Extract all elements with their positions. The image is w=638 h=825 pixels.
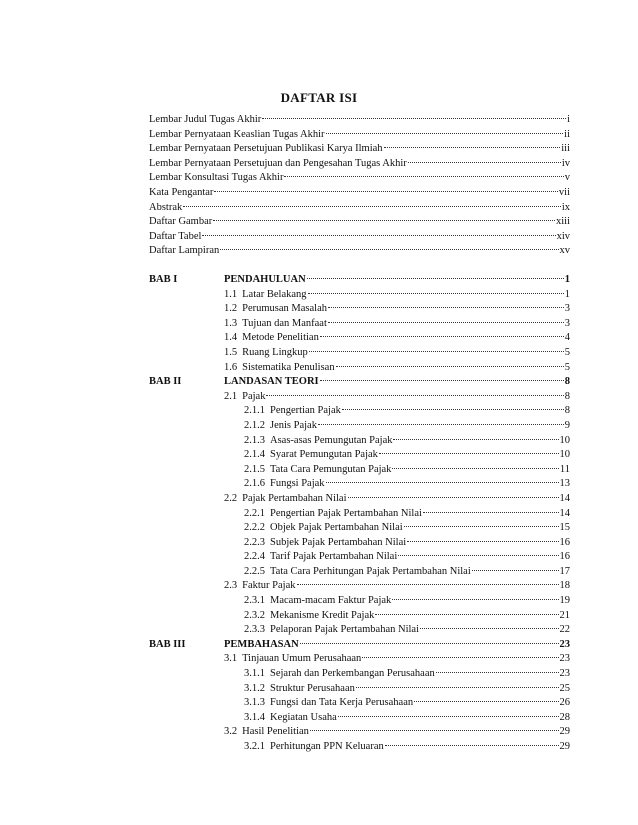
entry-label: Latar Belakang xyxy=(242,288,307,300)
entry-label: Kegiatan Usaha xyxy=(270,711,337,723)
dot-leader xyxy=(336,366,564,367)
entry-page: 5 xyxy=(564,361,570,373)
entry-label: Asas-asas Pemungutan Pajak xyxy=(270,434,393,446)
entry-number: 2.1.2 xyxy=(244,419,265,431)
entry-text xyxy=(244,565,471,580)
entry-label: Faktur Pajak xyxy=(242,580,296,592)
entry-page: 10 xyxy=(559,449,570,461)
toc-entry[interactable] xyxy=(149,128,570,143)
entry-text xyxy=(244,667,435,682)
dot-leader xyxy=(308,293,564,294)
entry-text xyxy=(244,696,413,711)
dot-leader xyxy=(393,439,558,440)
dot-leader xyxy=(407,541,558,542)
dot-leader xyxy=(398,555,558,556)
dot-leader xyxy=(309,351,564,352)
entry-text xyxy=(244,463,391,478)
entry-text xyxy=(244,477,325,492)
entry-number: 3.1.1 xyxy=(244,668,265,680)
dot-leader xyxy=(338,716,559,717)
chapter-number: BAB I xyxy=(149,274,178,285)
subsection-entry[interactable] xyxy=(149,536,570,551)
subsection-entry[interactable] xyxy=(149,696,570,711)
entry-page: 10 xyxy=(559,434,570,446)
entry-number: 3.1.4 xyxy=(244,711,265,723)
entry-number: 2.1.1 xyxy=(244,405,265,417)
dot-leader xyxy=(436,672,559,673)
toc-entry-page: iii xyxy=(561,143,570,155)
entry-text xyxy=(224,317,327,332)
entry-page: 1 xyxy=(564,288,570,300)
entry-text xyxy=(244,434,392,449)
entry-text xyxy=(224,492,347,507)
entry-label: Pajak Pertambahan Nilai xyxy=(242,492,347,504)
entry-label: Objek Pajak Pertambahan Nilai xyxy=(270,522,403,534)
entry-number: 3.2 xyxy=(224,726,238,738)
entry-page: 23 xyxy=(559,653,570,665)
dot-leader xyxy=(404,526,559,527)
toc-entry-label: Daftar Lampiran xyxy=(149,245,220,257)
section-entry[interactable] xyxy=(149,390,570,405)
entry-label: Perhitungan PPN Keluaran xyxy=(270,741,384,752)
entry-page: 26 xyxy=(559,697,570,709)
entry-number: 2.3.2 xyxy=(244,609,265,621)
toc-entry[interactable] xyxy=(149,171,570,186)
dot-leader xyxy=(472,570,559,571)
entry-text xyxy=(244,609,374,624)
section-entry[interactable] xyxy=(149,331,570,346)
subsection-entry[interactable] xyxy=(149,419,570,434)
entry-number: 2.1.3 xyxy=(244,434,265,446)
dot-leader xyxy=(328,307,564,308)
chapter-title: LANDASAN TEORI xyxy=(224,376,319,388)
entry-text xyxy=(224,346,308,361)
toc-entry[interactable] xyxy=(149,157,570,172)
entry-page: 3 xyxy=(564,317,570,329)
toc-entry-page: xv xyxy=(559,245,570,257)
entry-page: 9 xyxy=(564,419,570,431)
entry-number: 1.1 xyxy=(224,288,238,300)
page-title: DAFTAR ISI xyxy=(280,90,358,105)
dot-leader xyxy=(214,191,557,192)
entry-page: 23 xyxy=(559,668,570,680)
entry-number: 2.2.4 xyxy=(244,551,265,563)
toc-entry-page: ii xyxy=(564,128,570,140)
toc-entry[interactable] xyxy=(149,230,570,245)
dot-leader xyxy=(392,468,558,469)
entry-text xyxy=(244,536,406,551)
subsection-entry[interactable] xyxy=(149,521,570,536)
chapter-heading[interactable] xyxy=(149,273,570,288)
entry-number: 2.3.1 xyxy=(244,595,265,607)
entry-number: 2.2.2 xyxy=(244,522,265,534)
toc-entry-label: Lembar Pernyataan Persetujuan Publikasi Karya Ilmiah xyxy=(149,143,383,155)
section-entry[interactable] xyxy=(149,346,570,361)
entry-text xyxy=(244,711,337,726)
entry-label: Struktur Perusahaan xyxy=(270,682,355,694)
section-entry[interactable] xyxy=(149,361,570,376)
toc-entry-label: Lembar Judul Tugas Akhir xyxy=(149,114,262,125)
toc-entry[interactable] xyxy=(149,244,570,259)
entry-number: 2.3 xyxy=(224,580,238,592)
entry-label: Perumusan Masalah xyxy=(242,303,327,315)
entry-label: Pelaporan Pajak Pertambahan Nilai xyxy=(270,624,419,636)
chapter-page: 1 xyxy=(564,274,570,285)
entry-label: Tinjauan Umum Perusahaan xyxy=(242,653,362,665)
dot-leader xyxy=(348,497,559,498)
toc-entry[interactable] xyxy=(149,113,570,128)
toc-entry-page: i xyxy=(567,114,570,125)
dot-leader xyxy=(342,409,564,410)
dot-leader xyxy=(420,628,559,629)
subsection-entry[interactable] xyxy=(149,550,570,565)
dot-leader xyxy=(320,336,564,337)
entry-page: 21 xyxy=(559,609,570,621)
entry-text xyxy=(244,682,355,697)
subsection-entry[interactable] xyxy=(149,594,570,609)
entry-label: Fungsi dan Tata Kerja Perusahaan xyxy=(270,697,414,709)
entry-number: 2.1.4 xyxy=(244,449,265,461)
entry-page: 11 xyxy=(559,463,570,475)
entry-label: Tata Cara Perhitungan Pajak Pertambahan Nilai xyxy=(270,565,471,577)
dot-leader xyxy=(202,235,555,236)
entry-text xyxy=(244,419,317,434)
dot-leader xyxy=(213,220,555,221)
chapter-page: 8 xyxy=(564,376,570,388)
dot-leader xyxy=(385,745,559,746)
entry-label: Pengertian Pajak xyxy=(270,405,341,417)
entry-number: 1.3 xyxy=(224,317,238,329)
subsection-entry[interactable] xyxy=(149,711,570,726)
entry-label: Pengertian Pajak Pertambahan Nilai xyxy=(270,507,422,519)
entry-page: 28 xyxy=(559,711,570,723)
entry-page: 8 xyxy=(564,390,570,402)
entry-page: 25 xyxy=(559,682,570,694)
entry-text xyxy=(244,594,391,609)
subsection-entry[interactable] xyxy=(149,463,570,478)
entry-text xyxy=(244,404,341,419)
subsection-entry[interactable] xyxy=(149,667,570,682)
section-entry[interactable] xyxy=(149,288,570,303)
entry-text xyxy=(224,579,296,594)
toc-entry-page: ix xyxy=(561,201,570,213)
section-entry[interactable] xyxy=(149,302,570,317)
entry-label: Subjek Pajak Pertambahan Nilai xyxy=(270,536,407,548)
dot-leader xyxy=(423,512,559,513)
entry-number: 1.4 xyxy=(224,332,238,344)
entry-page: 14 xyxy=(559,492,570,504)
entry-page: 15 xyxy=(559,522,570,534)
entry-number: 1.2 xyxy=(224,303,238,315)
dot-leader xyxy=(297,584,559,585)
subsection-entry[interactable] xyxy=(149,507,570,522)
entry-label: Mekanisme Kredit Pajak xyxy=(270,609,375,621)
entry-number: 2.2.3 xyxy=(244,536,265,548)
entry-page: 29 xyxy=(559,741,570,752)
entry-page: 22 xyxy=(559,624,570,636)
chapter-heading[interactable] xyxy=(149,638,570,653)
chapter-heading[interactable] xyxy=(149,375,570,390)
chapter-page: 23 xyxy=(559,638,570,650)
entry-label: Metode Penelitian xyxy=(242,332,319,344)
entry-label: Macam-macam Faktur Pajak xyxy=(270,595,392,607)
entry-text xyxy=(224,390,265,405)
toc-front-matter xyxy=(149,113,570,259)
dot-leader xyxy=(300,643,559,644)
entry-label: Sejarah dan Perkembangan Perusahaan xyxy=(270,668,435,680)
entry-number: 3.1 xyxy=(224,653,238,665)
entry-label: Tata Cara Pemungutan Pajak xyxy=(270,463,392,475)
entry-text xyxy=(224,302,327,317)
toc-entry-label: Daftar Tabel xyxy=(149,230,202,242)
toc-entry-label: Lembar Pernyataan Persetujuan dan Pengesahan Tugas Akhir xyxy=(149,157,407,169)
section-entry[interactable] xyxy=(149,579,570,594)
toc-entry[interactable] xyxy=(149,186,570,201)
entry-number: 3.1.2 xyxy=(244,682,265,694)
entry-label: Tujuan dan Manfaat xyxy=(242,317,327,329)
dot-leader xyxy=(375,614,558,615)
entry-number: 1.5 xyxy=(224,346,238,358)
subsection-entry[interactable] xyxy=(149,740,570,755)
entry-number: 2.1 xyxy=(224,390,238,402)
toc-entry-page: iv xyxy=(561,157,570,169)
entry-text xyxy=(244,550,397,565)
dot-leader xyxy=(414,701,558,702)
entry-page: 4 xyxy=(564,332,570,344)
subsection-entry[interactable] xyxy=(149,623,570,638)
chapter-title: PEMBAHASAN xyxy=(224,638,299,650)
section-entry[interactable] xyxy=(149,652,570,667)
subsection-entry[interactable] xyxy=(149,565,570,580)
section-entry[interactable] xyxy=(149,725,570,740)
toc-entry[interactable] xyxy=(149,201,570,216)
entry-label: Jenis Pajak xyxy=(270,419,317,431)
dot-leader xyxy=(408,162,561,163)
entry-number: 2.2.1 xyxy=(244,507,265,519)
entry-page: 29 xyxy=(559,726,570,738)
dot-leader xyxy=(320,380,564,381)
chapter-number: BAB III xyxy=(149,638,186,650)
entry-text xyxy=(244,521,403,536)
subsection-entry[interactable] xyxy=(149,477,570,492)
toc-entry-label: Abstrak xyxy=(149,201,183,213)
entry-text xyxy=(224,361,335,376)
dot-leader xyxy=(266,395,563,396)
dot-leader xyxy=(318,424,564,425)
entry-text xyxy=(244,448,378,463)
toc-entry-page: xiii xyxy=(555,216,570,228)
entry-page: 16 xyxy=(559,551,570,563)
toc-chapters xyxy=(149,273,570,755)
toc-entry-label: Daftar Gambar xyxy=(149,216,213,228)
entry-number: 3.2.1 xyxy=(244,741,265,752)
subsection-entry[interactable] xyxy=(149,609,570,624)
toc-entry-page: v xyxy=(564,172,570,184)
chapter-number: BAB II xyxy=(149,376,182,388)
entry-label: Sistematika Penulisan xyxy=(242,361,335,373)
entry-page: 8 xyxy=(564,405,570,417)
entry-text xyxy=(244,623,419,638)
entry-page: 14 xyxy=(559,507,570,519)
toc-entry-page: vii xyxy=(558,186,570,198)
toc-entry-label: Lembar Pernyataan Keaslian Tugas Akhir xyxy=(149,128,325,140)
chapter-title: PENDAHULUAN xyxy=(224,274,306,285)
entry-label: Pajak xyxy=(242,390,266,402)
entry-number: 2.1.6 xyxy=(244,478,265,490)
entry-page: 3 xyxy=(564,303,570,315)
dot-leader xyxy=(326,482,559,483)
dot-leader xyxy=(284,176,563,177)
dot-leader xyxy=(379,453,559,454)
entry-number: 1.6 xyxy=(224,361,238,373)
dot-leader xyxy=(356,687,559,688)
entry-label: Tarif Pajak Pertambahan Nilai xyxy=(270,551,398,563)
entry-text xyxy=(244,507,422,522)
dot-leader xyxy=(384,147,561,148)
section-entry[interactable] xyxy=(149,317,570,332)
entry-page: 18 xyxy=(559,580,570,592)
toc-entry-label: Lembar Konsultasi Tugas Akhir xyxy=(149,172,284,184)
subsection-entry[interactable] xyxy=(149,404,570,419)
entry-page: 17 xyxy=(559,565,570,577)
entry-number: 2.2 xyxy=(224,492,238,504)
dot-leader xyxy=(310,730,559,731)
toc-entry[interactable] xyxy=(149,142,570,157)
dot-leader xyxy=(392,599,558,600)
entry-page: 16 xyxy=(559,536,570,548)
entry-number: 2.2.5 xyxy=(244,565,265,577)
dot-leader xyxy=(183,206,561,207)
entry-label: Fungsi Pajak xyxy=(270,478,325,490)
entry-number: 2.3.3 xyxy=(244,624,265,636)
toc-entry-label: Kata Pengantar xyxy=(149,186,214,198)
toc-entry[interactable] xyxy=(149,215,570,230)
subsection-entry[interactable] xyxy=(149,448,570,463)
dot-leader xyxy=(328,322,564,323)
entry-text xyxy=(224,288,307,303)
entry-text xyxy=(224,331,319,346)
entry-label: Ruang Lingkup xyxy=(242,346,308,358)
dot-leader xyxy=(307,278,564,279)
entry-text xyxy=(224,652,361,667)
subsection-entry[interactable] xyxy=(149,434,570,449)
entry-page: 13 xyxy=(559,478,570,490)
entry-label: Hasil Penelitian xyxy=(242,726,309,738)
entry-label: Syarat Pemungutan Pajak xyxy=(270,449,378,461)
entry-text xyxy=(224,725,309,740)
entry-number: 3.1.3 xyxy=(244,697,265,709)
dot-leader xyxy=(220,249,558,250)
entry-page: 5 xyxy=(564,346,570,358)
entry-text xyxy=(244,740,384,755)
dot-leader xyxy=(262,118,566,119)
entry-number: 2.1.5 xyxy=(244,463,265,475)
dot-leader xyxy=(362,657,558,658)
dot-leader xyxy=(326,133,564,134)
toc-entry-page: xiv xyxy=(556,230,570,242)
section-entry[interactable] xyxy=(149,492,570,507)
subsection-entry[interactable] xyxy=(149,682,570,697)
entry-page: 19 xyxy=(559,595,570,607)
